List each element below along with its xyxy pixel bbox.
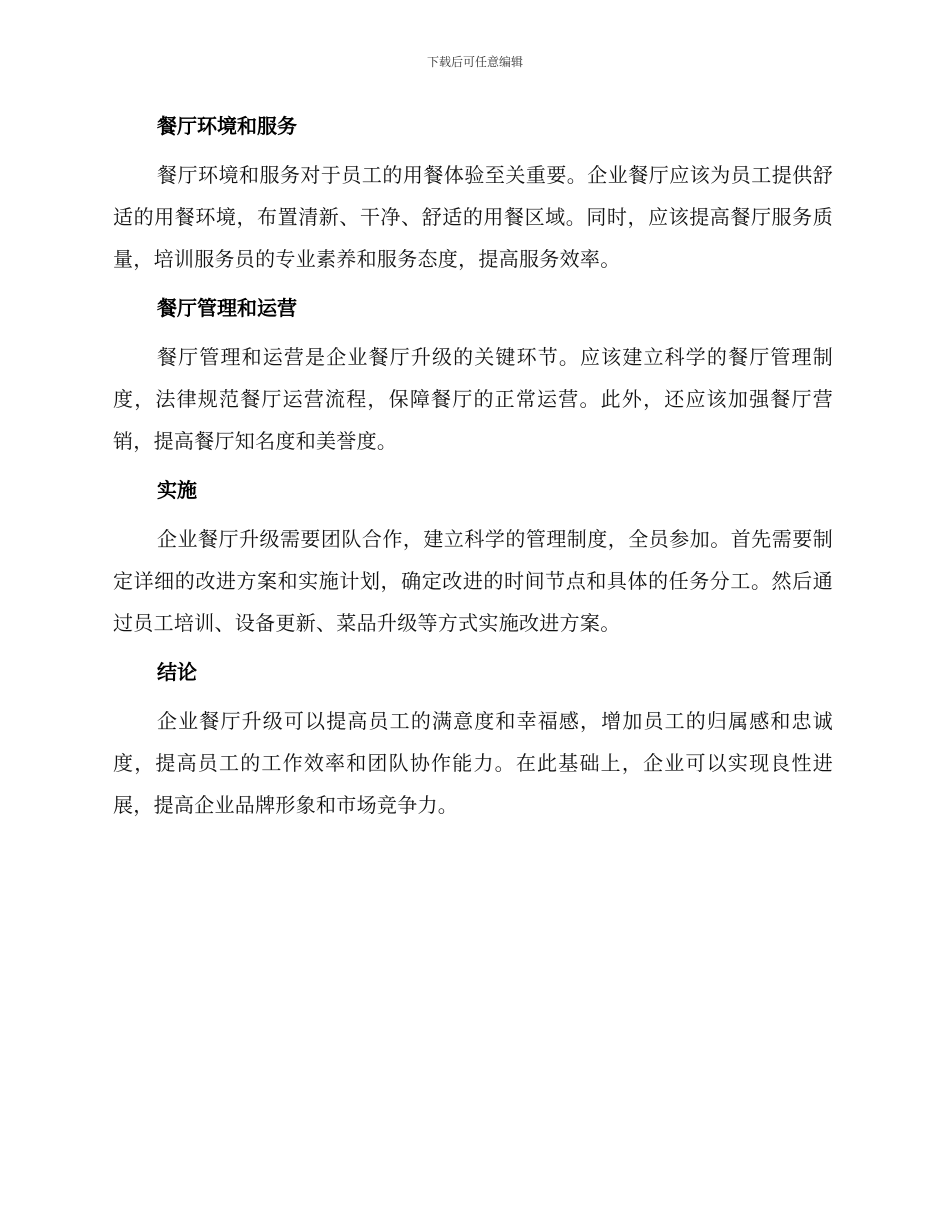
page-header-note: 下载后可任意编辑 — [426, 55, 523, 69]
section-paragraph: 餐厅环境和服务对于员工的用餐体验至关重要。企业餐厅应该为员工提供舒适的用餐环境，布置清新、干净、舒适的用餐区域。同时，应该提高餐厅服务质量，培训服务员的专业素养和服务态度，提高服务效率。 — [113, 163, 833, 271]
section-implementation — [113, 476, 833, 644]
section-paragraph: 企业餐厅升级可以提高员工的满意度和幸福感，增加员工的归属感和忠诚度，提高员工的工作效率和团队协作能力。在此基础上，企业可以实现良性进展，提高企业品牌形象和市场竞争力。 — [113, 709, 833, 817]
section-paragraph: 餐厅管理和运营是企业餐厅升级的关键环节。应该建立科学的餐厅管理制度，法律规范餐厅运营流程，保障餐厅的正常运营。此外，还应该加强餐厅营销，提高餐厅知名度和美誉度。 — [113, 345, 833, 453]
section-heading: 结论 — [157, 660, 197, 684]
section-heading: 餐厅环境和服务 — [157, 114, 297, 138]
section-restaurant-environment — [113, 112, 833, 280]
section-paragraph: 企业餐厅升级需要团队合作，建立科学的管理制度，全员参加。首先需要制定详细的改进方案和实施计划，确定改进的时间节点和具体的任务分工。然后通过员工培训、设备更新、菜品升级等方式实施改进方案。 — [113, 527, 833, 635]
section-conclusion — [113, 658, 833, 826]
document-content — [113, 112, 833, 840]
section-heading: 实施 — [157, 478, 197, 502]
section-restaurant-management — [113, 294, 833, 462]
section-heading: 餐厅管理和运营 — [157, 296, 297, 320]
